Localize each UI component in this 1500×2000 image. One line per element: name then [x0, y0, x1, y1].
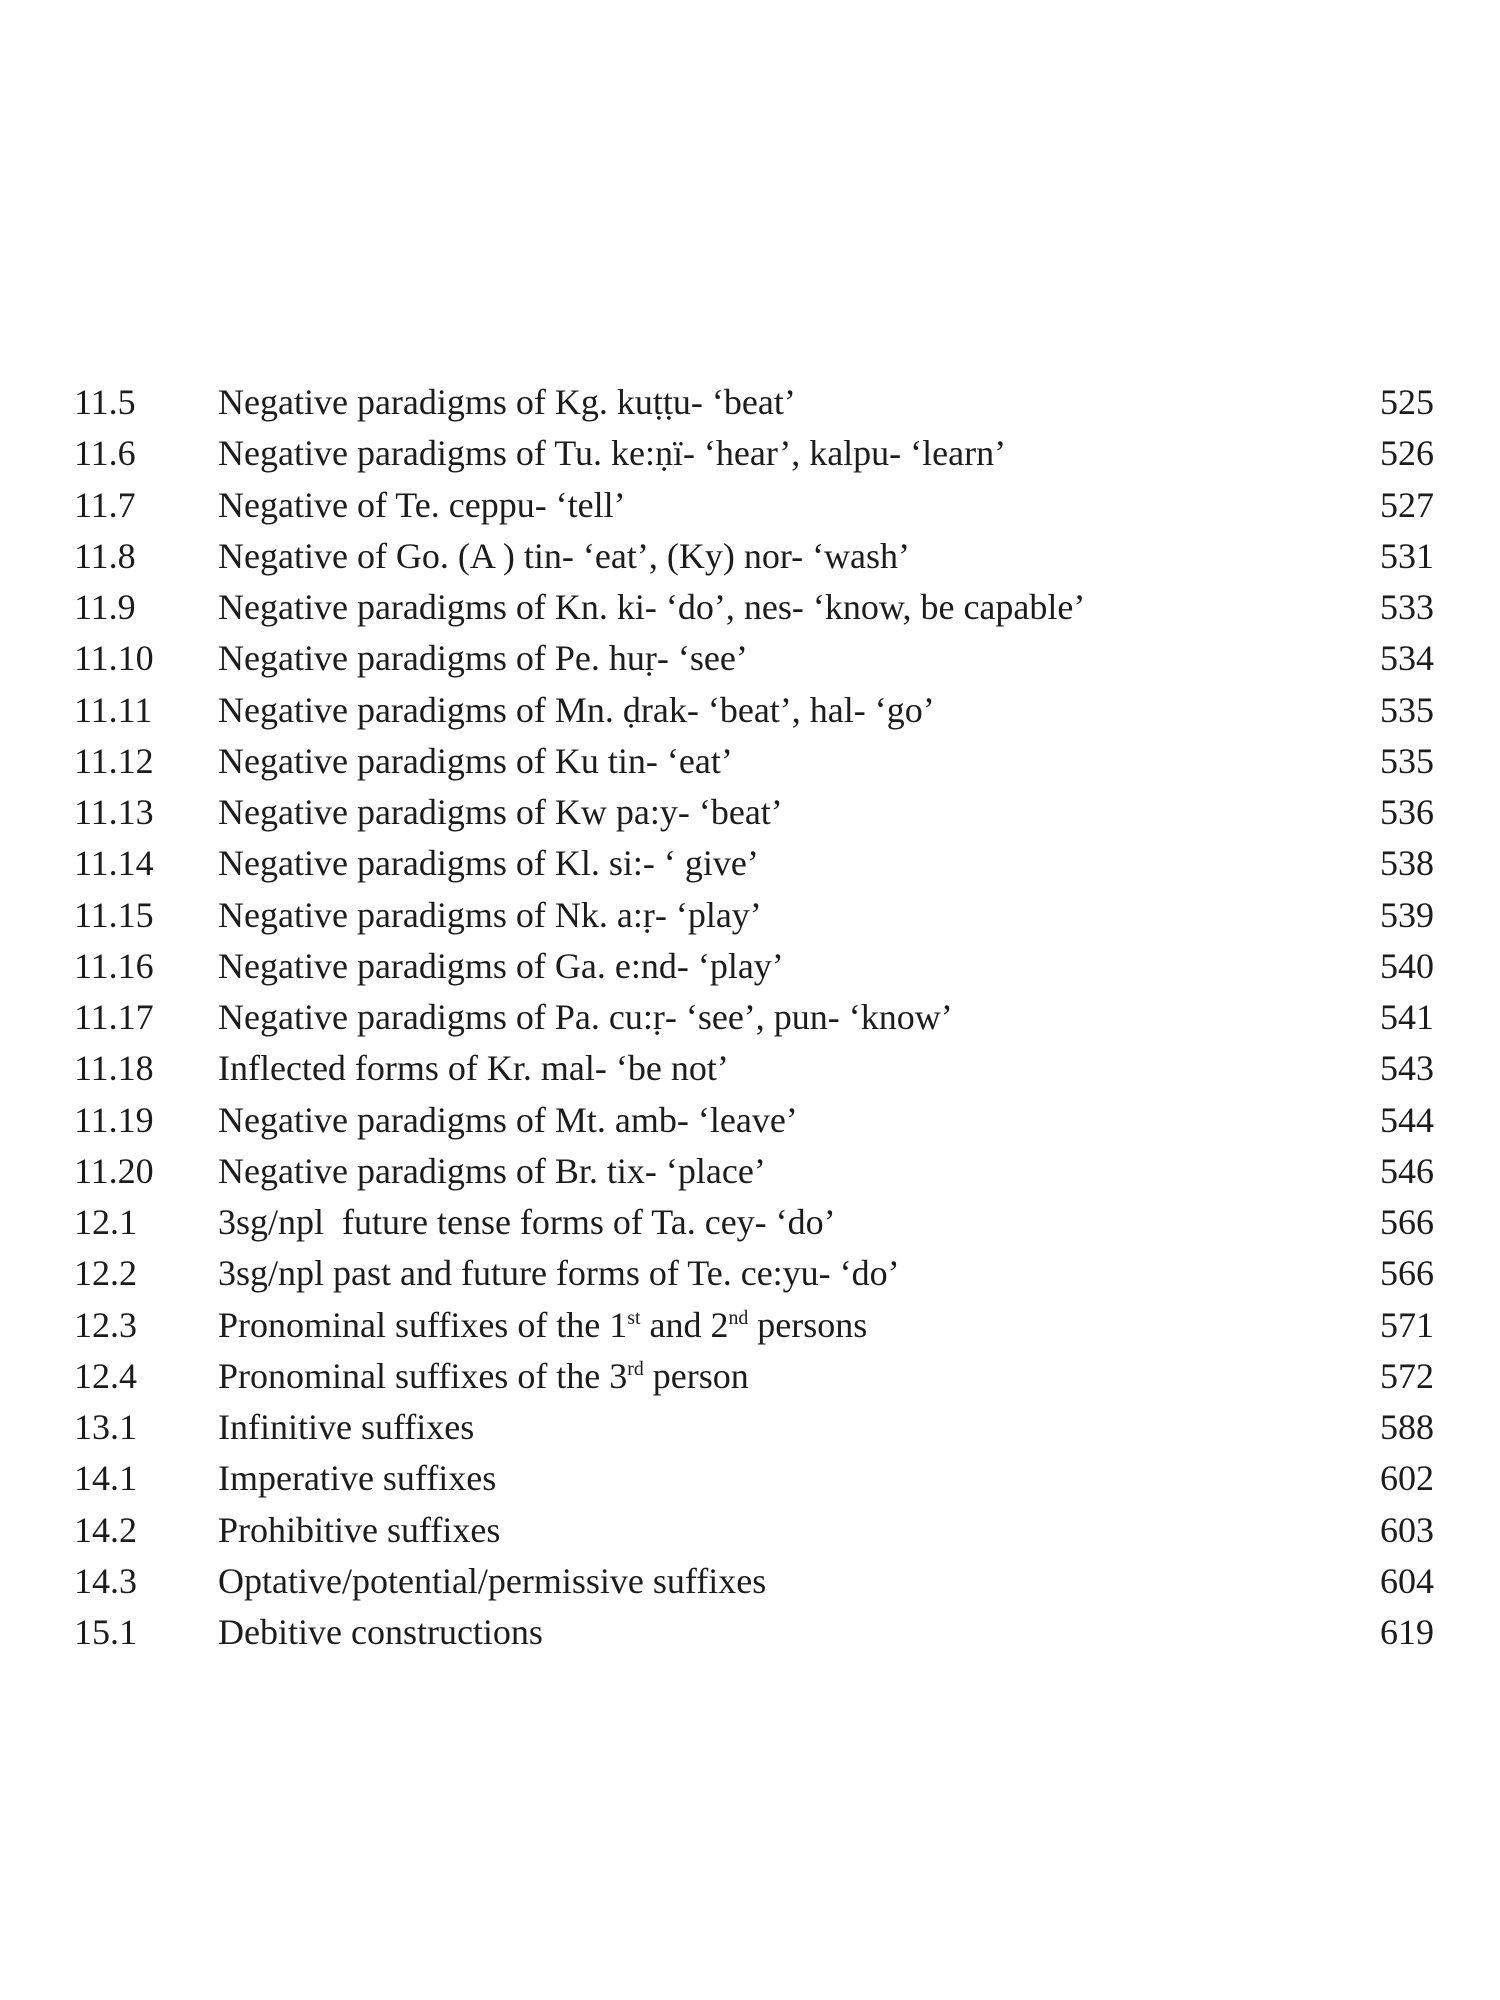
entry-number: 14.2	[74, 1509, 137, 1550]
toc-entry-11-6	[74, 428, 1434, 479]
entry-number: 11.5	[74, 382, 136, 422]
entry-title: Negative paradigms of Br. tix- ‘place’	[218, 1150, 766, 1191]
entry-page-number: 571	[1380, 1304, 1434, 1345]
toc-entry-15-1	[74, 1607, 1434, 1658]
entry-page-number: 539	[1380, 894, 1434, 935]
entry-page-number: 526	[1380, 433, 1434, 474]
entry-title: Optative/potential/permissive suffixes	[218, 1560, 767, 1601]
entry-page-number: 535	[1380, 689, 1434, 730]
entry-number: 11.9	[74, 587, 136, 627]
entry-page-number: 604	[1380, 1560, 1434, 1601]
toc-entry-11-16	[74, 941, 1434, 992]
entry-number: 14.3	[74, 1560, 137, 1601]
ordinal-suffix: st	[627, 1306, 641, 1329]
entry-page-number: 566	[1380, 1202, 1434, 1242]
entry-title: Negative paradigms of Kw pa:y- ‘beat’	[218, 792, 783, 832]
entry-number: 11.12	[74, 740, 154, 781]
entry-page-number: 536	[1380, 792, 1434, 832]
toc-entry-14-3	[74, 1556, 1434, 1607]
entry-title: Negative of Go. (A ) tin- ‘eat’, (Ky) nor- ‘wash’	[218, 535, 911, 576]
entry-number: 12.3	[74, 1304, 137, 1345]
entry-title: Negative paradigms of Kn. ki- ‘do’, nes- ‘know, be capable’	[218, 587, 1086, 627]
entry-title: Negative paradigms of Pa. cu:ṛ- ‘see’, pun- ‘know’	[218, 997, 953, 1037]
entry-title: Negative paradigms of Mt. amb- ‘leave’	[218, 1099, 798, 1140]
toc-entry-11-12	[74, 736, 1434, 787]
entry-title: Debitive constructions	[218, 1612, 543, 1652]
toc-entry-12-2	[74, 1248, 1434, 1299]
toc-entry-12-3	[74, 1300, 1434, 1351]
entry-number: 11.14	[74, 843, 154, 884]
entry-number: 12.2	[74, 1253, 137, 1294]
entry-number: 11.11	[74, 689, 153, 730]
entry-page-number: 533	[1380, 587, 1434, 627]
entry-page-number: 544	[1380, 1099, 1434, 1140]
toc-entry-11-11	[74, 685, 1434, 736]
entry-page-number: 602	[1380, 1458, 1434, 1499]
entry-title: Imperative suffixes	[218, 1458, 497, 1499]
ordinal-suffix: rd	[627, 1357, 644, 1380]
entry-number: 12.4	[74, 1355, 137, 1396]
entry-title: Inflected forms of Kr. mal- ‘be not’	[218, 1048, 729, 1089]
entry-number: 11.17	[74, 997, 154, 1037]
entry-title: Negative paradigms of Ga. e:nd- ‘play’	[218, 945, 784, 986]
title-text: persons	[748, 1304, 868, 1345]
entry-number: 11.10	[74, 638, 154, 679]
entry-page-number: 538	[1380, 843, 1434, 884]
entry-title: Negative paradigms of Mn. ḍrak- ‘beat’, hal- ‘go’	[218, 689, 935, 730]
entry-title: Negative paradigms of Kl. si:- ‘ give’	[218, 843, 759, 884]
entry-number: 11.18	[74, 1048, 154, 1089]
entry-number: 14.1	[74, 1458, 137, 1499]
entry-number: 11.20	[74, 1150, 154, 1191]
toc-entry-11-15	[74, 890, 1434, 941]
entry-number: 15.1	[74, 1612, 137, 1652]
toc-entry-12-1	[74, 1197, 1434, 1248]
toc-entry-11-20	[74, 1146, 1434, 1197]
entry-title: Negative paradigms of Pe. huṛ- ‘see’	[218, 638, 748, 679]
toc-entry-11-7	[74, 480, 1434, 531]
toc-entry-11-13	[74, 787, 1434, 838]
toc-entry-11-8	[74, 531, 1434, 582]
entry-number: 12.1	[74, 1202, 137, 1242]
entry-title: Negative of Te. ceppu- ‘tell’	[218, 484, 626, 525]
entry-page-number: 541	[1380, 997, 1434, 1037]
toc-entry-13-1	[74, 1402, 1434, 1453]
entry-number: 11.7	[74, 484, 136, 525]
entry-number: 11.19	[74, 1099, 154, 1140]
entry-page-number: 588	[1380, 1407, 1434, 1447]
entry-number: 11.8	[74, 535, 136, 576]
entry-title: Negative paradigms of Kg. kuṭṭu- ‘beat’	[218, 382, 796, 422]
entry-title	[218, 1351, 749, 1402]
entry-title: 3sg/npl past and future forms of Te. ce:yu- ‘do’	[218, 1253, 900, 1294]
entry-page-number: 603	[1380, 1509, 1434, 1550]
toc-entry-11-14	[74, 838, 1434, 889]
entry-page-number: 572	[1380, 1355, 1434, 1396]
title-text: person	[643, 1355, 749, 1396]
toc-entry-11-10	[74, 633, 1434, 684]
toc-entry-11-17	[74, 992, 1434, 1043]
entry-title: Negative paradigms of Ku tin- ‘eat’	[218, 740, 733, 781]
entry-number: 11.6	[74, 433, 136, 474]
entry-title: Prohibitive suffixes	[218, 1509, 501, 1550]
title-text: Pronominal suffixes of the 3	[218, 1355, 628, 1396]
entry-page-number: 566	[1380, 1253, 1434, 1294]
entry-number: 11.16	[74, 945, 154, 986]
entry-title: Infinitive suffixes	[218, 1407, 475, 1447]
table-of-contents-list	[74, 377, 1434, 1658]
entry-number: 13.1	[74, 1407, 137, 1447]
toc-entry-14-1	[74, 1453, 1434, 1504]
entry-page-number: 543	[1380, 1048, 1434, 1089]
entry-page-number: 546	[1380, 1150, 1434, 1191]
title-text: Pronominal suffixes of the 1	[218, 1304, 628, 1345]
entry-page-number: 619	[1380, 1612, 1434, 1652]
entry-title: Negative paradigms of Nk. a:ṛ- ‘play’	[218, 894, 762, 935]
entry-page-number: 535	[1380, 740, 1434, 781]
title-text: and 2	[640, 1304, 729, 1345]
toc-entry-11-9	[74, 582, 1434, 633]
entry-number: 11.15	[74, 894, 154, 935]
entry-title	[218, 1300, 867, 1351]
ordinal-suffix: nd	[728, 1306, 749, 1329]
entry-title: 3sg/npl future tense forms of Ta. cey- ‘do’	[218, 1202, 836, 1242]
entry-page-number: 534	[1380, 638, 1434, 679]
toc-entry-12-4	[74, 1351, 1434, 1402]
entry-number: 11.13	[74, 792, 154, 832]
toc-entry-11-5	[74, 377, 1434, 428]
toc-entry-11-18	[74, 1043, 1434, 1094]
toc-entry-14-2	[74, 1505, 1434, 1556]
entry-page-number: 531	[1380, 535, 1434, 576]
entry-page-number: 525	[1380, 382, 1434, 422]
toc-entry-11-19	[74, 1095, 1434, 1146]
entry-page-number: 527	[1380, 484, 1434, 525]
entry-title: Negative paradigms of Tu. ke:ṇï- ‘hear’, kalpu- ‘learn’	[218, 433, 1007, 474]
entry-page-number: 540	[1380, 945, 1434, 986]
